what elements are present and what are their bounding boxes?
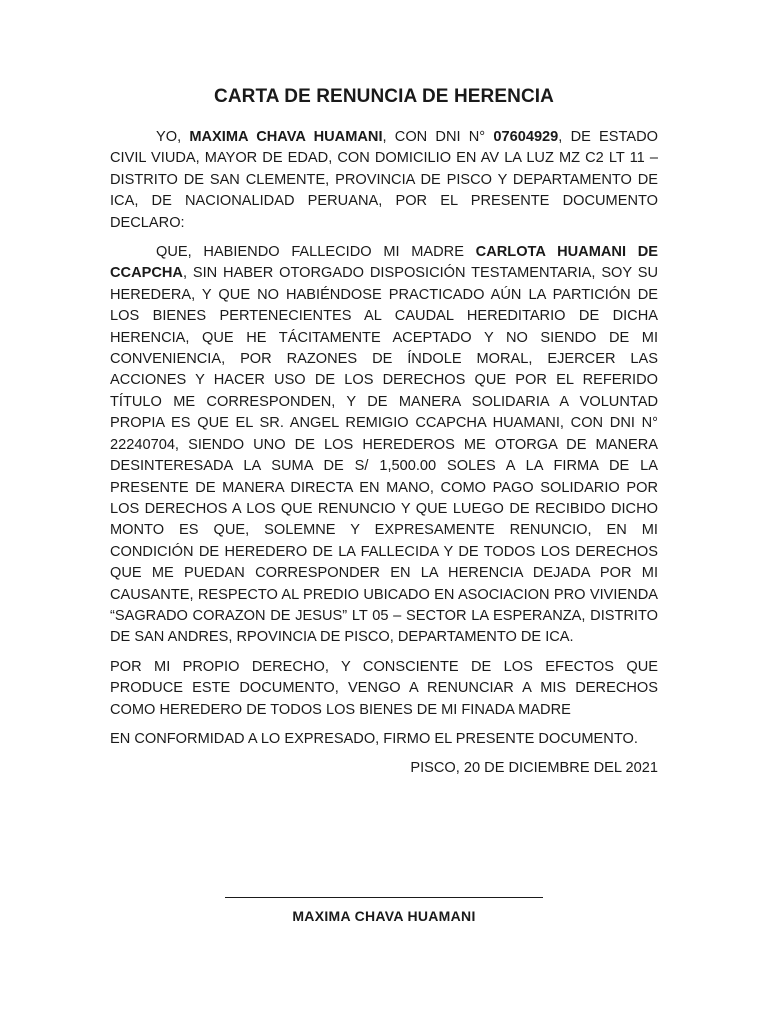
deceased-mother-name: CARLOTA HUAMANI DE CCAPCHA <box>110 244 658 282</box>
declarant-dni-number: 07604929 <box>493 129 559 145</box>
renunciation-paragraph <box>110 242 658 649</box>
document-body <box>110 127 658 780</box>
signature-line <box>225 897 543 898</box>
declarant-details-text: , DE ESTADO CIVIL VIUDA, MAYOR DE EDAD, CON DOMICILIO EN AV LA LUZ MZ C2 LT 11 – DISTRITO DE SAN CLEMENTE, PROVINCIA DE PISCO Y DEPARTAMENTO DE ICA, DE NACIONALIDAD PERUANA, POR EL PRESENTE DOCUMENTO DECLARO: <box>110 129 658 231</box>
renunciation-intro-text: QUE, HABIENDO FALLECIDO MI MADRE <box>156 244 476 261</box>
rights-paragraph: POR MI PROPIO DERECHO, Y CONSCIENTE DE LOS EFECTOS QUE PRODUCE ESTE DOCUMENTO, VENGO A RENUNCIAR A MIS DERECHOS COMO HEREDERO DE TODOS LOS BIENES DE MI FINADA MADRE <box>110 658 658 718</box>
declarant-paragraph <box>110 127 658 234</box>
declarant-name: MAXIMA CHAVA HUAMANI <box>189 129 383 145</box>
place-date: PISCO, 20 DE DICIEMBRE DEL 2021 <box>410 760 658 777</box>
renunciation-details-text: , SIN HABER OTORGADO DISPOSICIÓN TESTAMENTARIA, SOY SU HEREDERA, Y QUE NO HABIÉNDOSE PRACTICADO AÚN LA PARTICIÓN DE LOS BIENES PERTENECIENTES AL CAUDAL HEREDITARIO DE DICHA HERENCIA, QUE HE TÁCITAMENTE ACEPTADO Y NO SIENDO DE MI CONVENIENCIA, POR RAZONES DE ÍNDOLE MORAL, EJERCER LAS ACCIONES Y HACER USO DE LOS DERECHOS QUE POR EL REFERIDO TÍTULO ME CORRESPONDEN, Y DE MANERA SOLIDARIA A VOLUNTAD PROPIA ES QUE EL SR. ANGEL REMIGIO CCAPCHA HUAMANI, CON DNI N° 22240704, SIENDO UNO DE LOS HEREDEROS ME OTORGA DE MANERA DESINTERESADA LA SUMA DE S/ 1,500.00 SOLES A LA FIRMA DE LA PRESENTE DE MANERA DIRECTA EN MANO, COMO PAGO SOLIDARIO POR LOS DERECHOS A LOS QUE RENUNCIO Y QUE LUEGO DE RECIBIDO DICHO MONTO ES QUE, SOLEMNE Y EXPRESAMENTE RENUNCIO, EN MI CONDICIÓN DE HEREDERO DE LA FALLECIDA Y DE TODOS LOS DERECHOS QUE ME PUEDAN CORRESPONDER EN LA HERENCIA DEJADA POR MI CAUSANTE, RESPECTO AL PREDIO UBICADO EN ASOCIACION PRO VIVIENDA “SAGRADO CORAZON DE JESUS” LT 05 – SECTOR LA ESPERANZA, DISTRITO DE SAN ANDRES, RPOVINCIA DE PISCO, DEPARTAMENTO DE ICA. <box>110 265 658 646</box>
declarant-dni-label: , CON DNI N° <box>382 129 494 145</box>
signatory-name: MAXIMA CHAVA HUAMANI <box>292 908 476 924</box>
conformity-paragraph: EN CONFORMIDAD A LO EXPRESADO, FIRMO EL PRESENTE DOCUMENTO. <box>110 730 638 747</box>
declarant-intro-text: YO, <box>156 129 190 145</box>
document-title: CARTA DE RENUNCIA DE HERENCIA <box>214 86 554 107</box>
